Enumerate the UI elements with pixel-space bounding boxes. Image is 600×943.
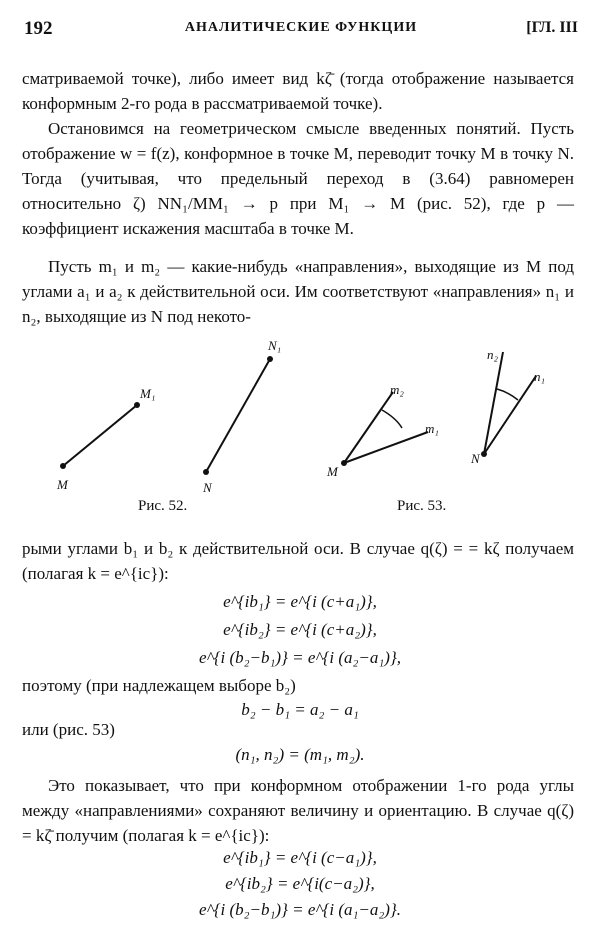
segment-nn1 [206,359,270,472]
point-m-fig53 [341,460,347,466]
point-n-fig53 [481,451,487,457]
page-number: 192 [24,18,53,39]
paragraph-2 [22,116,574,241]
paragraph-1 [22,66,574,116]
figures-52-53 [0,332,600,532]
point-m1 [134,402,140,408]
formula-eib2-b1: e^{i (b₂−b₁)} = e^{i (a₂−a₁)}, [198,648,402,667]
paragraph-2-text: Остановимся на геометрическом смысле введенных понятий. Пусть отображение w = f(z), конформное в точке M, переводит точку M в точку N. Тогда (учитывая, что предельный переход в (3.64) равномерен относительно ζ) NN₁/MM₁ → p при M₁ → M (рис. 52), где p — коэффициент искажения масштаба в точке M. [22,119,574,238]
label-m1-fig53: m₁ [425,421,439,436]
paragraph-4-text: рыми углами b₁ и b₂ к действительной оси. В случае q(ζ) = = kζ получаем (полагая k = e^{ic}): [22,539,574,583]
formula-b-diff: b₂ − b₁ = a₂ − a₁ [241,700,359,719]
direction-m2 [344,392,393,463]
segment-mm1 [63,405,137,466]
caption-fig53: Рис. 53. [397,498,447,514]
line-potomu: поэтому (при надлежащем выборе b₂) [22,676,296,695]
label-m1: M₁ [140,386,156,401]
formula-angles: (n₁, n₂) = (m₁, m₂). [235,745,365,764]
point-n [203,469,209,475]
formula-eib1: e^{ib₁} = e^{i (c+a₁)}, [223,592,377,611]
formula2-eib2: e^{ib₂} = e^{i(c−a₂)}, [225,874,375,893]
paragraph-1-text: сматриваемой точке), либо имеет вид kζ̄ (тогда отображение называется конформным 2-го рода в рассматриваемой точке). [22,69,574,113]
label-n1: N₁ [268,338,282,353]
formula-eib2: e^{ib₂} = e^{i (c+a₂)}, [223,620,377,639]
page-header [24,18,578,40]
point-n1 [267,356,273,362]
label-m-fig53: M [327,464,338,479]
label-n: N [203,480,212,495]
angle-arc-n [497,389,518,400]
label-n1: n₁ [534,369,546,384]
paragraph-5-text: Это показывает, что при конформном отображении 1-го рода углы между «направлениями» сохраняют величину и ориентацию. В случае q(ζ) = kζ̄ получим (полагая k = e^{ic}): [22,776,574,845]
formula2-eib2-b1: e^{i (b₂−b₁)} = e^{i (a₁−a₂)}. [198,900,402,919]
paragraph-3 [22,254,574,329]
label-m2: m₂ [390,382,404,397]
formula2-eib1: e^{ib₁} = e^{i (c−a₁)}, [223,848,377,867]
paragraph-3-text: Пусть m₁ и m₂ — какие-нибудь «направления», выходящие из M под углами a₁ и a₂ к действительной оси. Им соответствуют «направления» n₁ и n₂, выходящие из N под некото- [22,257,574,326]
paragraph-5 [22,773,574,848]
paragraph-4 [22,536,574,586]
label-n-fig53: N [471,451,480,466]
caption-fig52: Рис. 52. [138,498,188,514]
chapter-marker: [ГЛ. III [526,19,578,36]
label-m: M [57,477,68,492]
point-m [60,463,66,469]
label-n2: n₂ [487,347,499,362]
angle-arc-m [382,410,402,428]
running-title: АНАЛИТИЧЕСКИЕ ФУНКЦИИ [184,20,418,35]
direction-m1 [344,432,428,463]
line-ili: или (рис. 53) [22,720,115,739]
